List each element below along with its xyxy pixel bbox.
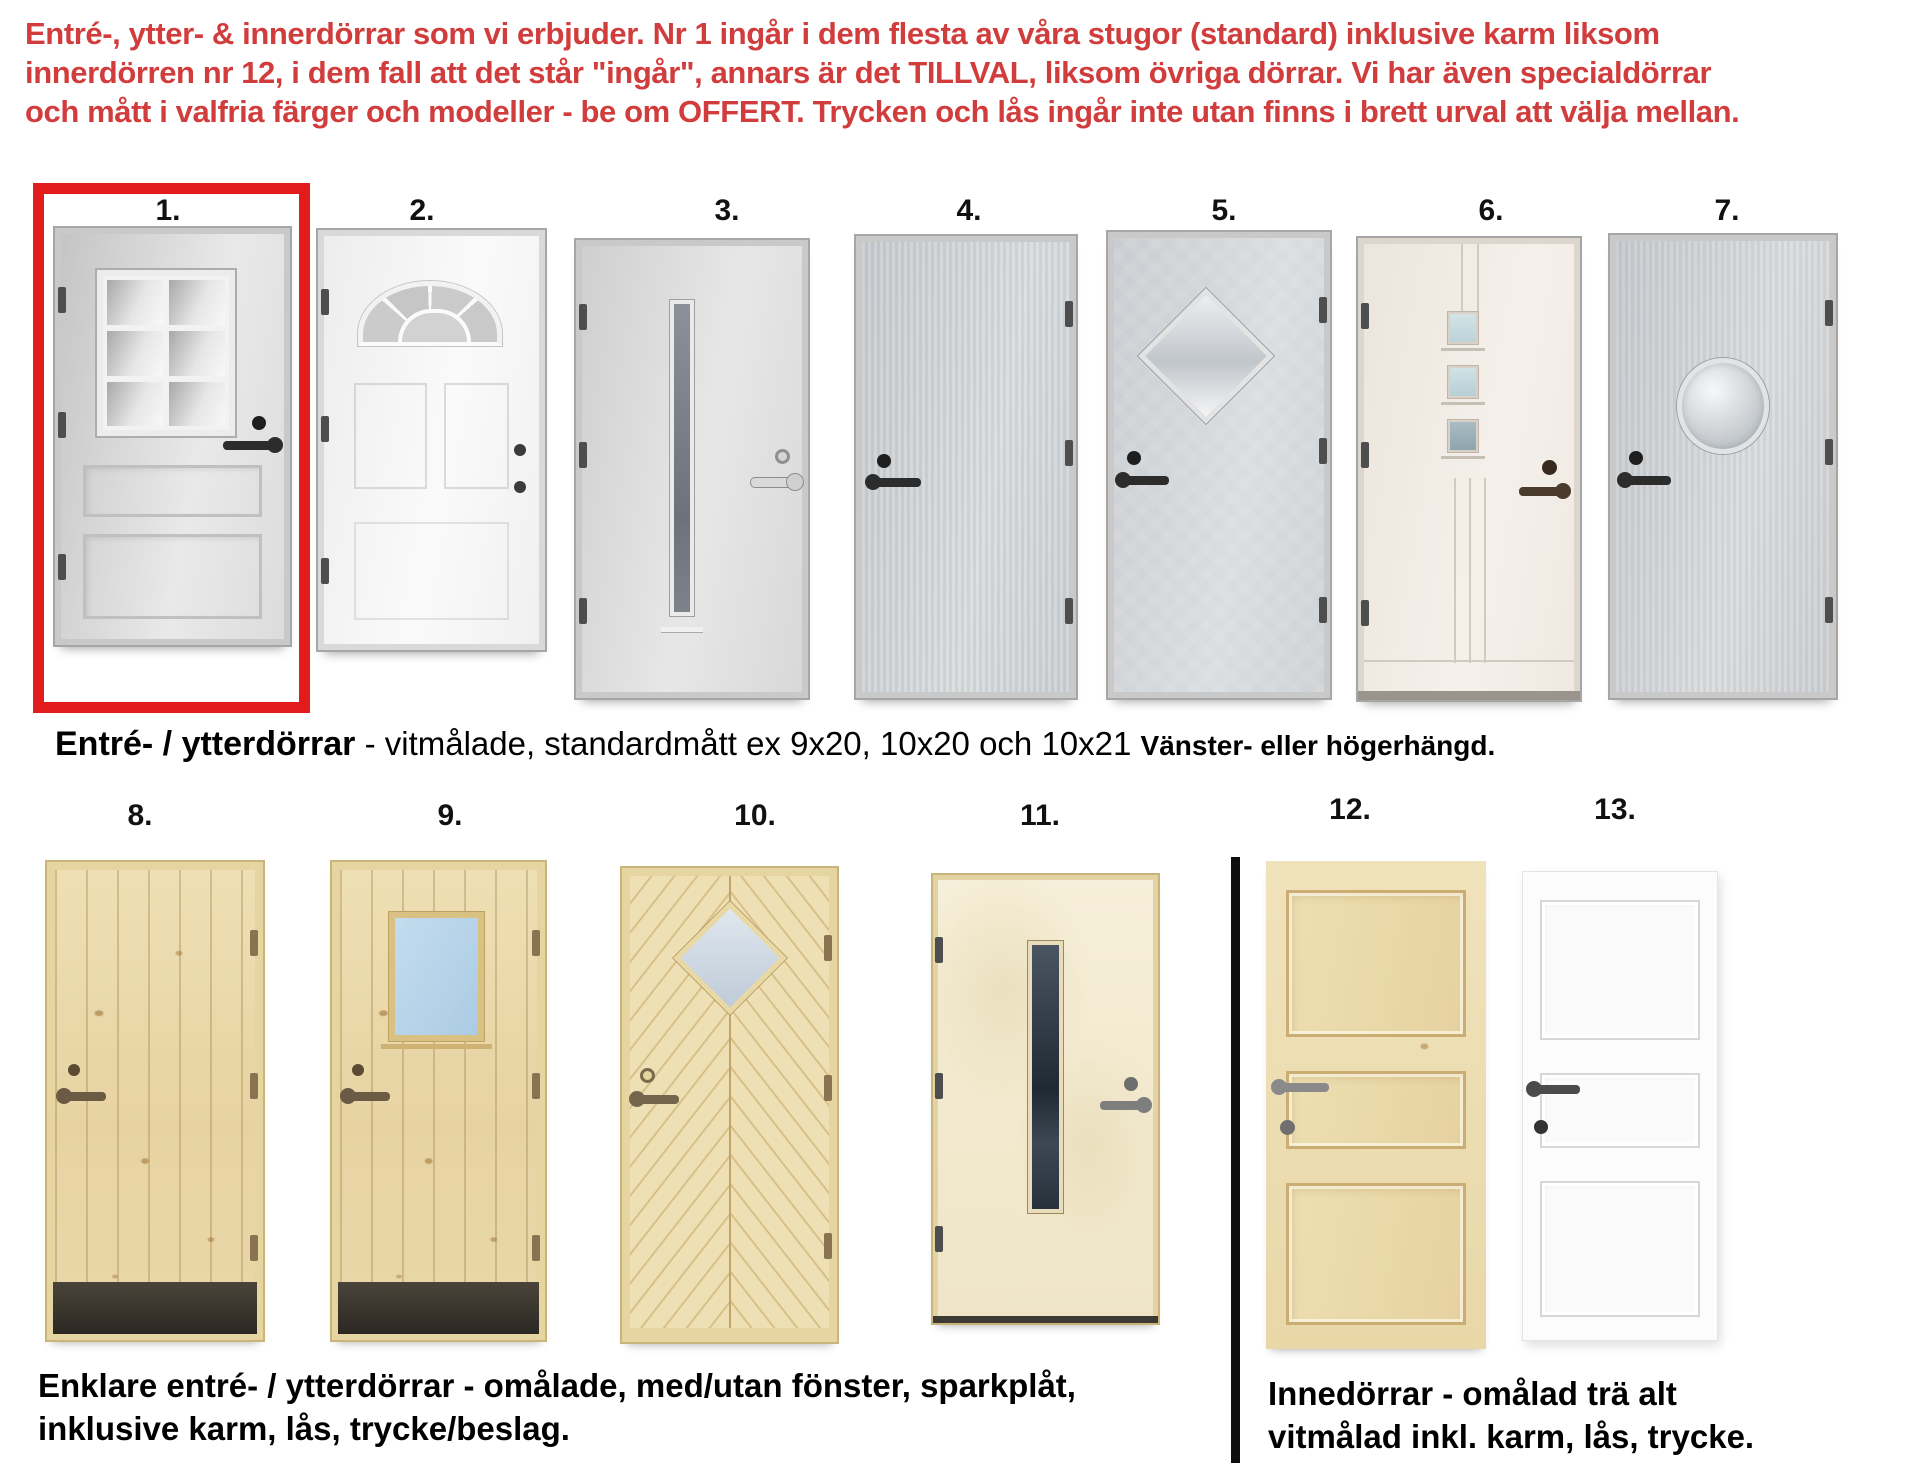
door-11 [933,875,1158,1323]
door-bottom-edge [1358,691,1580,700]
lock-icon [514,481,526,493]
lock-icon [1280,1120,1295,1135]
lock-icon [68,1064,80,1076]
lock-icon [352,1064,364,1076]
header-line-2: innerdörren nr 12, i dem fall att det står "ingår", annars är det TILLVAL, liksom övriga dörrar. Vi har även specialdörrar [25,55,1712,90]
diamond-window [1139,288,1275,424]
lock-icon [1629,451,1643,465]
square-window [1448,312,1478,344]
door-handle-icon [344,1092,390,1101]
door-panel [354,383,427,489]
door-handle-icon [1621,476,1671,485]
door-panel [354,522,509,620]
vertical-glass-strip [670,300,694,617]
hinge-icon [250,930,258,956]
door-9-number: 9. [437,799,463,832]
door-handle-icon [1100,1101,1148,1110]
hinge-icon [1825,597,1833,623]
door-handle-icon [1275,1083,1329,1092]
door-6-number: 6. [1478,194,1504,227]
header-line-1: Entré-, ytter- & innerdörrar som vi erbjuder. Nr 1 ingår i dem flesta av våra stugor (standard) inklusive karm liksom [25,16,1660,51]
door-panel [1540,900,1699,1040]
groove-line [1364,660,1574,662]
door-6 [1358,238,1580,700]
hinge-icon [1319,597,1327,623]
door-panel [1286,1183,1466,1325]
lock-icon [1127,451,1141,465]
door-8 [47,862,263,1340]
row2-caption-right [1268,1372,1754,1458]
door-7 [1610,235,1836,698]
door-9 [332,862,545,1340]
door-4-number: 4. [956,194,982,227]
section-divider [1231,857,1240,1463]
door-2-number: 2. [409,194,435,227]
hinge-icon [532,1073,540,1099]
row1-caption [55,725,1495,764]
groove-line [1469,478,1471,663]
lock-icon [252,416,266,430]
hinge-icon [1319,297,1327,323]
hinge-icon [321,289,329,315]
kick-plate [338,1282,539,1334]
hinge-icon [1361,442,1369,468]
hinge-icon [1065,440,1073,466]
door-handle-icon [869,478,921,487]
hinge-icon [58,287,66,313]
hinge-icon [579,304,587,330]
door-panel [83,534,261,619]
door-8-number: 8. [127,799,153,832]
hinge-icon [1825,300,1833,326]
door-10 [622,868,837,1342]
door-11-number: 11. [1019,799,1061,832]
door-10-number: 10. [734,799,776,832]
lock-icon [775,449,790,464]
square-window [1448,366,1478,398]
door-handle-icon [633,1095,679,1104]
door-panel [444,383,509,489]
hinge-icon [1319,438,1327,464]
window-pane [107,280,163,325]
hinge-icon [58,554,66,580]
row2-caption-right-line1: Innedörrar - omålad trä alt [1268,1375,1677,1412]
door-handle-icon [223,441,279,450]
row2-caption-right-line2: vitmålad inkl. karm, lås, trycke. [1268,1418,1755,1455]
door-13-number: 13. [1594,793,1636,826]
hinge-icon [824,1075,832,1101]
hinge-icon [1065,598,1073,624]
lock-icon [514,444,526,456]
window-pane [107,382,163,427]
vertical-glass-strip [1028,941,1062,1213]
square-window [389,912,484,1041]
hinge-icon [935,1226,943,1252]
hinge-icon [824,1233,832,1259]
hinge-icon [1361,600,1369,626]
window-sill [661,627,703,632]
lock-icon [877,454,891,468]
door-5-number: 5. [1211,194,1237,227]
hinge-icon [321,558,329,584]
lock-icon [1534,1120,1548,1134]
hinge-icon [579,442,587,468]
door-3-number: 3. [714,194,740,227]
door-3 [576,240,808,698]
lock-icon [1124,1077,1138,1091]
header-text [25,14,1739,131]
hinge-icon [250,1235,258,1261]
door-handle-icon [751,478,799,487]
hinge-icon [321,416,329,442]
hinge-icon [532,1235,540,1261]
row1-caption-title: Entré- / ytterdörrar [55,725,356,763]
row1-caption-text: - vitmålade, standardmått ex 9x20, 10x20 och 10x21 [355,725,1141,762]
six-pane-window [97,270,235,436]
fanlight-window [358,281,502,346]
hinge-icon [935,1073,943,1099]
window-pane [107,331,163,376]
door-7-number: 7. [1714,194,1740,227]
groove-line [1484,478,1486,663]
hinge-icon [824,935,832,961]
hinge-icon [58,412,66,438]
door-handle-icon [1119,476,1169,485]
door-12-number: 12. [1329,793,1371,826]
door-panel [83,465,261,518]
door-bottom-edge [933,1316,1158,1323]
row2-caption-left [38,1364,1076,1450]
lock-icon [640,1068,655,1083]
door-panel [1286,890,1466,1036]
hinge-icon [935,937,943,963]
hinge-icon [532,930,540,956]
row1-caption-hinging: Vänster- eller högerhängd. [1140,730,1496,761]
door-13 [1522,871,1718,1341]
door-1 [55,228,290,645]
window-pane [169,331,225,376]
door-handle-icon [1530,1085,1580,1094]
hinge-icon [1065,301,1073,327]
door-panel [1540,1181,1699,1317]
kick-plate [53,1282,257,1334]
window-pane [169,382,225,427]
hinge-icon [579,598,587,624]
square-window [1448,420,1478,452]
row2-caption-left-line1: Enklare entré- / ytterdörrar - omålade, med/utan fönster, sparkplåt, [38,1367,1076,1404]
hinge-icon [250,1073,258,1099]
door-12 [1266,861,1486,1349]
door-2 [318,230,545,650]
door-handle-icon [1519,487,1567,496]
hinge-icon [1825,439,1833,465]
porthole-window [1677,358,1769,454]
door-1-number: 1. [155,194,181,227]
row2-caption-left-line2: inklusive karm, lås, trycke/beslag. [38,1410,570,1447]
groove-line [1454,478,1456,663]
hinge-icon [1361,303,1369,329]
door-5 [1108,232,1330,698]
window-pane [169,280,225,325]
door-handle-icon [60,1092,106,1101]
door-4 [856,236,1076,698]
lock-icon [1542,460,1557,475]
groove-line [1477,244,1479,339]
header-line-3: och mått i valfria färger och modeller - be om OFFERT. Trycken och lås ingår inte utan finns i brett urval att välja mellan. [25,94,1740,129]
